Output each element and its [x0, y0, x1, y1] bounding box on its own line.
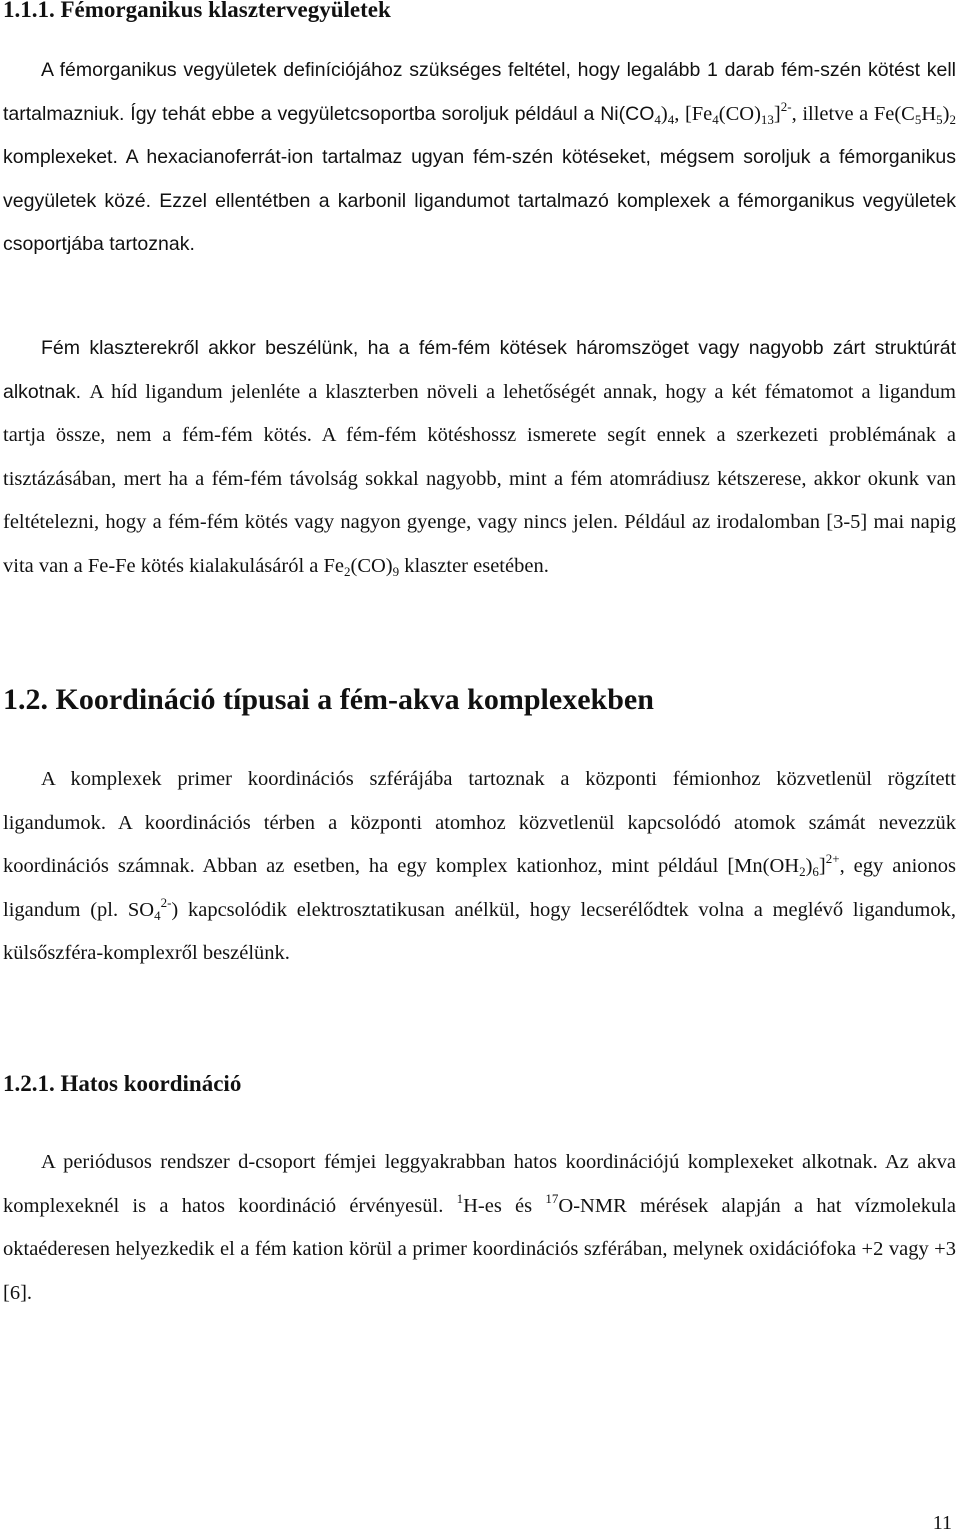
section-heading-1-1-1: 1.1.1. Fémorganikus klasztervegyületek [3, 0, 391, 22]
paragraph-hexacoordination: A periódusos rendszer d-csoport fémjei leggyakrabban hatos koordinációjú komplexeket alkotnak. Az akva komplexeknél is a hatos koordináció érvényesül. $^1$H-es és $^{17}$O-NMR mérések alapján a hat vízmolekula oktaéderesen helyezkedik el a fém kation körül a primer koordinációs szférában, melynek oxidációfoka +2 vagy +3 [6]. [3, 1151, 957, 1304]
paragraph-organometallic: A fémorganikus vegyületek definíciójához szükséges feltétel, hogy legalább 1 darab fém-szén kötést kell tartalmazniuk. Így tehát ebbe a vegyületcsoportba soroljuk például a $Ni(CO_4)_4$, $[Fe_4(CO)_{13}]^{2-}$, illetve a $Fe(C_5H_5)_2$ komplexeket. A hexacianoferrát-ion tartalmaz ugyan fém-szén kötéseket, mégsem soroljuk a fémorganikus vegyületek közé. Ezzel ellentétben a karbonil ligandumot tartalmazó komplexek a fémorganikus vegyületek csoportjába tartoznak. [3, 59, 956, 256]
paragraph-coordination-sphere: A komplexek primer koordinációs szférájába tartoznak a központi fémionhoz közvetlenül rögzített ligandumok. A koordinációs térben a központi atomhoz közvetlenül kapcsolódó atomok számát nevezzük koordinációs számnak. Abban az esetben, ha egy komplex kationhoz, mint például $[Mn(OH_2)_6]^{2+}$, egy anionos ligandum (pl. $SO_4^{2-}$) kapcsolódik elektrosztatikusan anélkül, hogy lecserélődtek volna a meglévő ligandumok, külsőszféra-komplexről beszélünk. [3, 768, 957, 965]
section-heading-1-2: 1.2. Koordináció típusai a fém-akva komplexekben [3, 683, 654, 716]
section-heading-1-2-1: 1.2.1. Hatos koordináció [3, 1071, 242, 1096]
page-number: 11 [932, 1512, 952, 1534]
paragraph-metal-clusters: Fém klaszterekről akkor beszélünk, ha a fém-fém kötések háromszöget vagy nagyobb zárt struktúrát alkotnak. A híd ligandum jelenléte a klaszterben növeli a lehetőségét annak, hogy a két fématomot a ligandum tartja össze, nem a fém-fém kötés. A fém-fém kötéshossz ismerete segít ennek a szerkezeti problémának a tisztázásában, mert ha a fém-fém távolság sokkal nagyobb, mint a fém atomrádiusz kétszerese, akkor okunk van feltételezni, hogy a fém-fém kötés vagy nagyon gyenge, vagy nincs jelen. Például az irodalomban [3-5] mai napig vita van a Fe-Fe kötés kialakulásáról a $Fe_2(CO)_9$ klaszter esetében. [3, 337, 957, 579]
